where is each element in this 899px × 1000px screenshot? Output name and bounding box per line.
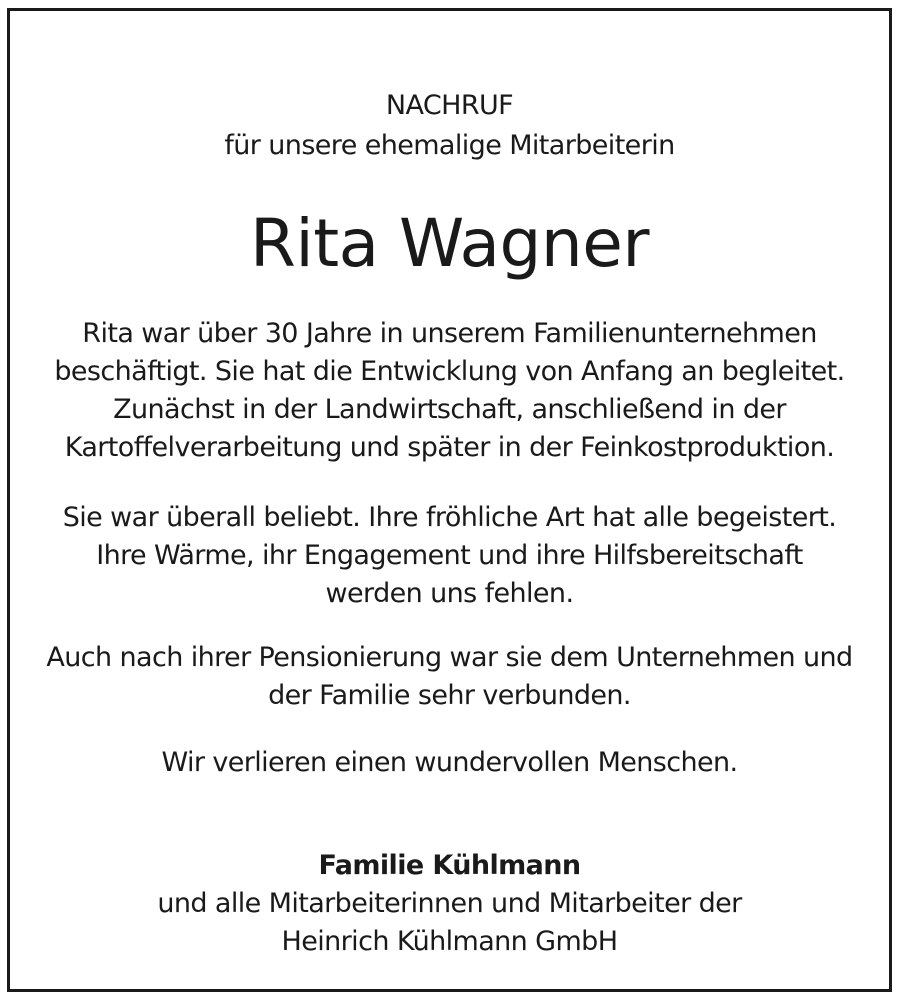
paragraph-2-line-2: Ihre Wärme, ihr Engagement und ihre Hilfsbereitschaft	[96, 540, 803, 571]
paragraph-1-line-2: beschäftigt. Sie hat die Entwicklung von Anfang an begleitet.	[54, 356, 845, 387]
paragraph-2-line-1: Sie war überall beliebt. Ihre fröhliche Art hat alle begeistert.	[62, 502, 837, 533]
paragraph-1-line-4: Kartoffelverarbeitung und später in der Feinkostproduktion.	[64, 432, 835, 463]
paragraph-3-line-2: der Familie sehr verbunden.	[268, 680, 631, 711]
notice-subtitle: für unsere ehemalige Mitarbeiterin	[224, 130, 675, 161]
paragraph-4-line-1: Wir verlieren einen wundervollen Menschen.	[161, 747, 738, 778]
notice-title: NACHRUF	[385, 90, 514, 121]
signature-family: Familie Kühlmann	[318, 850, 581, 881]
paragraph-3-line-1: Auch nach ihrer Pensionierung war sie dem Unternehmen und	[46, 642, 853, 673]
paragraph-1-line-1: Rita war über 30 Jahre in unserem Familienunternehmen	[82, 318, 817, 349]
signature-company: Heinrich Kühlmann GmbH	[281, 926, 618, 957]
paragraph-2-line-3: werden uns fehlen.	[325, 578, 574, 609]
signature-staff: und alle Mitarbeiterinnen und Mitarbeiter der	[157, 888, 742, 919]
deceased-name: Rita Wagner	[250, 205, 649, 282]
paragraph-1-line-3: Zunächst in der Landwirtschaft, anschließend in der	[113, 394, 786, 425]
